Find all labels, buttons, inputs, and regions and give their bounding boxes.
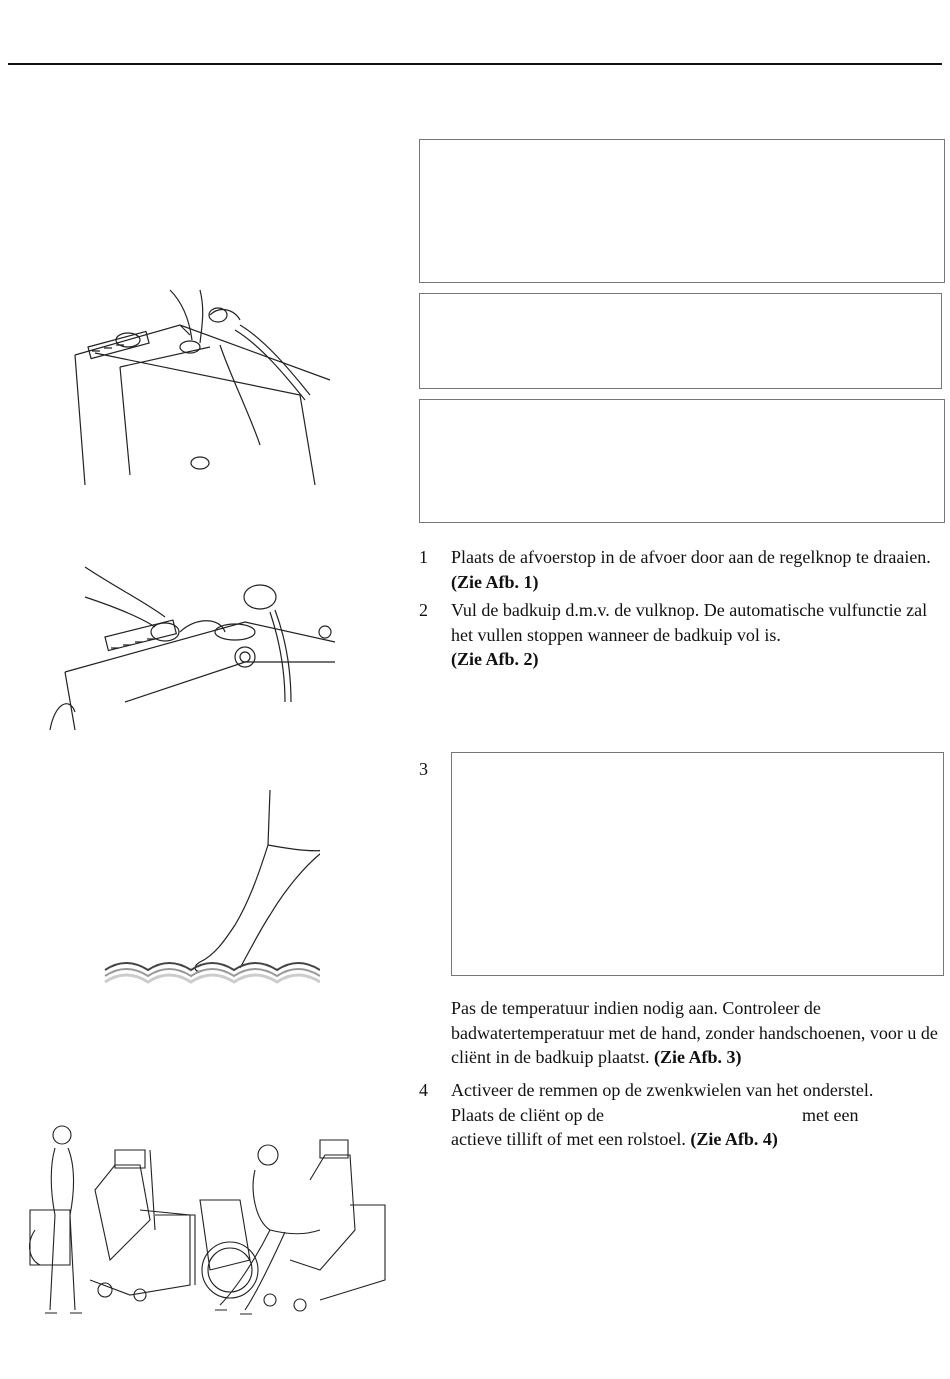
step-number: 1 — [419, 547, 428, 567]
step-4 — [419, 1078, 944, 1152]
step-line: Activeer de remmen op de zwenkwielen van het onderstel. — [451, 1080, 874, 1100]
figure-1-drain-stop — [60, 285, 350, 490]
step-text — [451, 1078, 944, 1152]
step-body: Plaats de afvoerstop in de afvoer door aan de regelknop te draaien. — [451, 547, 931, 567]
figure-reference: (Zie Afb. 2) — [451, 649, 539, 669]
step-line: Plaats de cliënt op de — [451, 1104, 604, 1125]
step-number: 4 — [419, 1080, 428, 1100]
step-body: Pas de temperatuur indien nodig aan. Controleer de badwatertemperatuur met de hand, zonder handschoenen, voor u de cliënt in de badkuip plaatst. — [451, 998, 938, 1067]
header-rule — [8, 63, 942, 65]
notice-box-1 — [419, 139, 945, 283]
figure-3-water-test — [100, 790, 320, 1000]
notice-box-3 — [419, 399, 945, 523]
notice-box-2 — [419, 293, 942, 389]
step-3-number — [419, 757, 944, 782]
step-line: met een — [801, 1104, 859, 1125]
notice-box-4 — [451, 752, 944, 976]
figure-reference: (Zie Afb. 3) — [653, 1047, 742, 1067]
figure-2-fill-button — [45, 562, 340, 730]
figure-reference: (Zie Afb. 4) — [690, 1129, 778, 1149]
step-number: 2 — [419, 600, 428, 620]
step-2 — [419, 598, 944, 672]
figure-reference: (Zie Afb. 1) — [451, 571, 539, 592]
step-body: Vul de badkuip d.m.v. de vulknop. De automatische vulfunctie zal het vullen stoppen wanneer de badkuip vol is. — [451, 600, 928, 645]
step-3-text — [451, 996, 946, 1070]
step-line: actieve tillift of met een rolstoel. — [451, 1129, 686, 1149]
step-text — [451, 545, 944, 594]
step-1 — [419, 545, 944, 594]
step-text — [451, 598, 944, 672]
figure-4-client-transfer — [20, 1120, 390, 1325]
step-number: 3 — [419, 759, 428, 779]
